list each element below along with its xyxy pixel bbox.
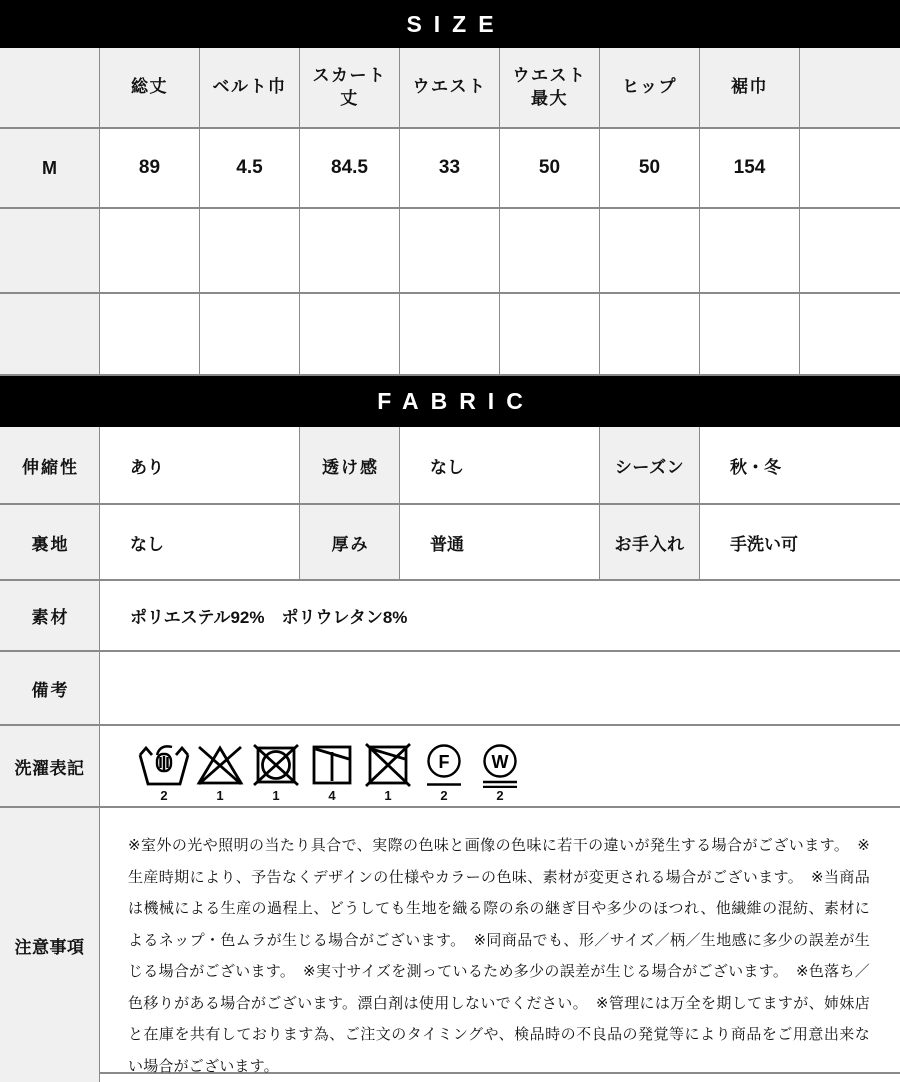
size-value-cell	[300, 294, 400, 374]
size-value-cell	[200, 294, 300, 374]
spec-label-sheerness: 透け感	[300, 427, 400, 503]
size-value-cell	[400, 294, 500, 374]
spec-label-season: シーズン	[600, 427, 700, 503]
spec-value-thickness: 普通	[400, 505, 600, 579]
spec-value-sheerness: なし	[400, 427, 600, 503]
material-value: ポリエステル92% ポリウレタン8%	[130, 608, 408, 627]
size-value-cell	[200, 209, 300, 292]
size-header-cell: 総丈	[100, 48, 200, 127]
size-section	[0, 0, 900, 376]
size-value-cell	[600, 209, 700, 292]
notes-text: ※室外の光や照明の当たり具合で、実際の色味と画像の色味に若干の違いが発生する場合がございます。 ※生産時期により、予告なくデザインの仕様やカラーの色味、素材が変更される場合がございます。 ※当商品は機械による生産の過程上、どうしても生地を織る際の糸の継ぎ目や多少のほつれ、他繊維の混紡、素材によるネップ・色ムラが生じる場合がございます。 ※同商品でも、形／サイズ／柄／生地感に多少の誤差が生じる場合がございます。 ※実寸サイズを測っているため多少の誤差が生じる場合がございます。 ※色落ち／色移りがある場合がございます。漂白剤は使用しないでください。 ※管理には万全を期してますが、姉妹店と在庫を共有しております為、ご注文のタイミングや、検品時の不良品の発覚等により商品をご用意出来ない場合がございます。	[128, 837, 870, 1075]
size-value-cell	[500, 294, 600, 374]
spec-value-season: 秋・冬	[730, 457, 781, 477]
size-value-cell	[500, 209, 600, 292]
size-value-cell	[300, 209, 400, 292]
remarks-value	[100, 652, 898, 724]
spec-label-lining: 裏地	[0, 505, 100, 579]
size-value-cell	[700, 209, 800, 292]
size-value-cell	[800, 294, 900, 374]
wet-clean-w-icon: W 2	[474, 742, 526, 803]
size-label-cell	[0, 209, 100, 292]
size-label-cell	[0, 294, 100, 374]
size-value-cell: 4.5	[200, 129, 300, 207]
size-header-cell	[800, 48, 900, 127]
do-not-bleach-icon: 1	[194, 742, 246, 803]
care-symbols	[100, 726, 898, 806]
size-header-cell: スカート丈	[300, 48, 400, 127]
spec-label-thickness: 厚み	[300, 505, 400, 579]
size-value-cell	[800, 209, 900, 292]
spec-value-lining: なし	[100, 505, 300, 579]
size-value-cell: 33	[400, 129, 500, 207]
size-value-cell: 89	[100, 129, 200, 207]
size-value-cell	[600, 294, 700, 374]
remarks-row	[0, 652, 900, 726]
dry-clean-f-icon: F 2	[418, 742, 470, 803]
size-header-row	[0, 48, 900, 129]
fabric-section	[0, 376, 900, 1074]
size-title-bar	[0, 0, 900, 48]
size-label-cell: M	[0, 129, 100, 207]
fabric-title: FABRIC	[377, 388, 535, 414]
remarks-label: 備考	[0, 652, 100, 724]
notes-label: 注意事項	[0, 808, 100, 1082]
fabric-spec-row	[0, 505, 900, 581]
care-symbols-row	[0, 726, 900, 808]
size-row-empty	[0, 294, 900, 376]
size-title: SIZE	[406, 10, 506, 37]
size-value-cell	[700, 294, 800, 374]
material-label: 素材	[0, 581, 100, 650]
size-row-empty	[0, 209, 900, 294]
size-value-cell: 154	[700, 129, 800, 207]
size-value-cell	[400, 209, 500, 292]
drip-dry-in-shade-icon: 4	[306, 742, 358, 803]
size-value-cell	[100, 209, 200, 292]
do-not-wring-icon: 1	[362, 742, 414, 803]
spec-value-care: 手洗い可	[730, 534, 798, 554]
size-header-cell: ウエスト	[400, 48, 500, 127]
fabric-title-bar	[0, 376, 900, 427]
notes-row	[0, 808, 900, 1074]
size-header-cell: ベルト巾	[200, 48, 300, 127]
size-row-m	[0, 129, 900, 209]
material-row	[0, 581, 900, 652]
size-value-cell	[100, 294, 200, 374]
do-not-tumble-dry-icon: 1	[250, 742, 302, 803]
care-symbols-label: 洗濯表記	[0, 726, 100, 806]
size-value-cell: 50	[500, 129, 600, 207]
spec-value-stretch: あり	[100, 427, 300, 503]
hand-wash-icon: 2	[138, 742, 190, 803]
svg-text:W: W	[491, 752, 509, 772]
svg-text:F: F	[438, 752, 450, 772]
spec-label-stretch: 伸縮性	[0, 427, 100, 503]
size-header-cell: 裾巾	[700, 48, 800, 127]
size-header-cell: ヒップ	[600, 48, 700, 127]
size-table	[0, 48, 900, 376]
spec-label-care: お手入れ	[600, 505, 700, 579]
size-value-cell	[800, 129, 900, 207]
size-value-cell: 50	[600, 129, 700, 207]
size-value-cell: 84.5	[300, 129, 400, 207]
size-header-cell	[0, 48, 100, 127]
size-header-cell: ウエスト最大	[500, 48, 600, 127]
fabric-spec-row	[0, 427, 900, 505]
